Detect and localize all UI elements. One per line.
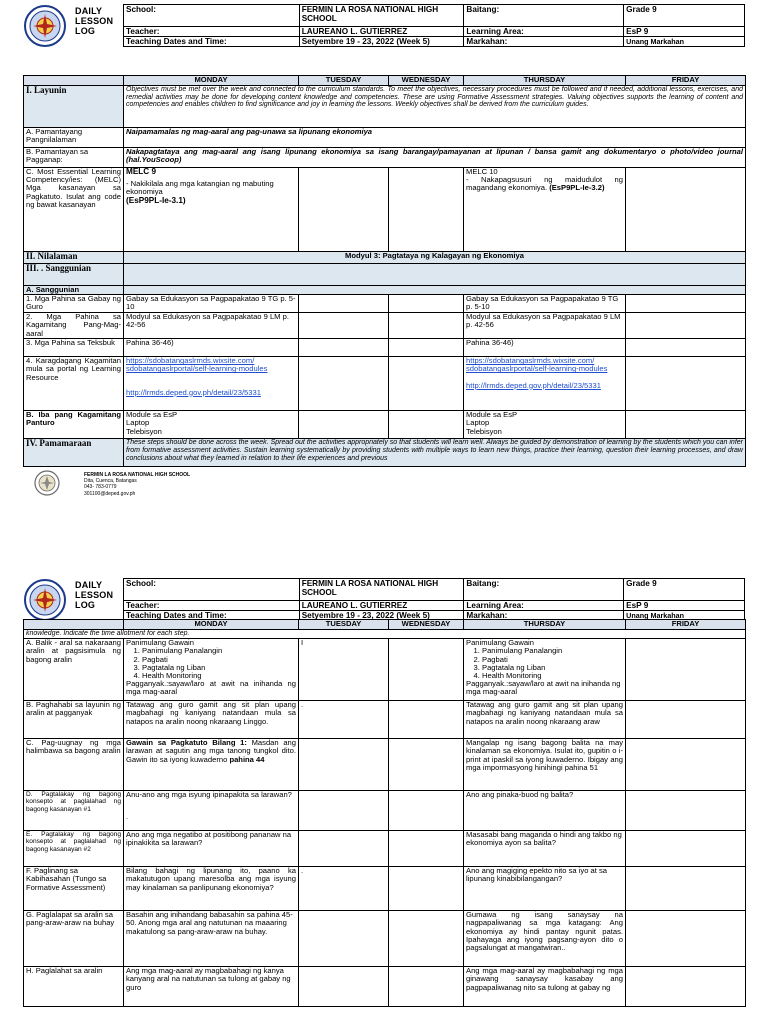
day-thursday: THURSDAY — [464, 76, 626, 86]
pamamaraan-row — [24, 439, 746, 467]
paghahabi-row: B. Paghahabi sa layunin ng aralin at pagganyak Tatawag ang guro gamit ang sit plan upang magbahagi ng kaniyang natandaan mula sa natapos na aralin noong nkaraang Linggo. . Tatawag ang guro gamit ang sit plan upang magbahagi ng kaniyang natandaan mula sa natapos na aralin noong nkaraang araw — [24, 701, 746, 739]
day-tuesday: TUESDAY — [299, 76, 389, 86]
material-module-thu: Module sa EsP — [466, 410, 518, 420]
school-value: FERMIN LA ROSA NATIONAL HIGH SCHOOL — [299, 5, 464, 27]
footer-phone: 043- 783-0779 — [84, 484, 117, 491]
continuation-text: knowledge. Indicate the time allotment for each step. — [24, 630, 746, 639]
pag-uugnay-label: C. Pag-uugnay ng mga halimbawa sa bagong aralin — [24, 739, 124, 791]
sanggunian-label: III. . Sanggunian — [24, 264, 124, 286]
area-label: Learning Area: — [464, 27, 624, 37]
slm-link-thursday[interactable]: sdobatangaslrportal/self-learning-modules — [466, 364, 608, 374]
pagtalakay-1-label: D. Pagtalakay ng bagong konsepto at paglalahad ng bagong kasanayan #1 — [24, 791, 124, 831]
continuation-row — [24, 630, 746, 639]
footer-address: Dita, Cuenca, Batangas — [84, 478, 137, 485]
pamantayang-pangnilalaman-label: A. Pamantayang Pangnilalaman — [24, 128, 124, 148]
dates-label: Teaching Dates and Time: — [124, 37, 300, 47]
quarter-label: Markahan: — [464, 37, 624, 47]
ref3-thursday: Pahina 36-46) — [464, 339, 626, 357]
ref2-label: 2. Mga Pahina sa Kagamitang Pang-Mag-aaral — [24, 313, 124, 339]
pamamaraan-text: These steps should be done across the week. Spread out the activities appropriately so that students will learn well. Always be guided by demonstration of learning by the students which you can infer from formative assessment activities. Sustain learning systematically by providing students with multiple ways to learn new things, practice their learning, question their learning processes, and draw conclusions about what they learned in relation to their life experiences and previous — [124, 439, 746, 467]
balik-aral-label: A. Balik - aral sa nakaraang aralin at pagsisimula ng bagong aralin — [24, 639, 124, 701]
page-gap — [0, 498, 768, 574]
day-wednesday: WEDNESDAY — [389, 76, 464, 86]
paglalapat-row: G. Paglalapat sa aralin sa pang-araw-araw na buhay Basahin ang inihandang babasahin sa pahina 45-50. Anong mga aral ang natutunan na maaaring makatulong sa pang-araw-araw na buhay. Gumawa ng isang sanaysay na nagpapaliwanag sa mga katagang: Ang ekonomiya ay hindi pantay ngunit patas. Ipahayaga ang iyong pagsang-ayon dito o pagsalungat at mangatwiran.. — [24, 911, 746, 967]
a-sanggunian-label: A. Sanggunian — [24, 286, 124, 295]
day-header-row-page-2: MONDAY TUESDAY WEDNESDAY THURSDAY FRIDAY — [24, 620, 746, 630]
melc10-title: MELC 10 — [466, 167, 498, 176]
material-tv-thu: Telebisyon — [466, 426, 502, 436]
ref1-monday: Gabay sa Edukasyon sa Pagpapakatao 9 TG p. 5-10 — [124, 295, 299, 313]
layunin-text: Objectives must be met over the week and connected to the curriculum standards. To meet the objectives, necessary procedures must be followed and if needed, additional lessons, exercises, and remedial activities may be done for developing content knowledge and competencies. These are using Formative Assessment strategies. Valuing objectives supports the learning of content and competencies and enables children to find significance and joy in learning the lessons. Weekly objectives shall be derived from the curriculum guides. — [124, 86, 746, 128]
ref2-thursday: Modyul sa Edukasyon sa Pagpapakatao 9 LM p. 42-56 — [464, 313, 626, 339]
deped-seal-icon — [23, 4, 67, 48]
pamantayan-pagganap-row — [24, 148, 746, 168]
melc9-code: (EsP9PL-Ie-3.1) — [126, 195, 186, 205]
ref3-monday: Pahina 36-46) — [124, 339, 299, 357]
footer-email: 301100@deped.gov.ph — [84, 490, 136, 497]
lr-portal-link-monday[interactable]: https://sdobatangaslrmds.wixsite.com/ — [126, 356, 255, 366]
school-seal-icon — [34, 470, 60, 496]
lrmds-link-thursday[interactable]: http://lrmds.deped.gov.ph/detail/23/5331 — [466, 380, 601, 390]
dates-value: Setyembre 19 - 23, 2022 (Week 5) — [299, 37, 464, 47]
document-title: DAILY LESSON LOG — [75, 6, 114, 36]
day-friday: FRIDAY — [626, 76, 746, 86]
ref3-label: 3. Mga Pahina sa Teksbuk — [24, 339, 124, 357]
footer — [34, 470, 334, 496]
pamantayang-pangnilalaman-text: Naipamamalas ng mag-aaral ang pag-unawa sa lipunang ekonomiya — [124, 128, 746, 148]
day-monday: MONDAY — [124, 76, 299, 86]
iba-pang-kagamitan-label: B. Iba pang Kagamitang Panturo — [24, 411, 124, 439]
iba-pang-kagamitan-row — [24, 411, 746, 439]
ref4-row — [24, 357, 746, 411]
ref2-monday: Modyul sa Edukasyon sa Pagpapakatao 9 LM p. 42-56 — [124, 313, 299, 339]
header-info-table-page-2: School: FERMIN LA ROSA NATIONAL HIGH SCHOOL Baitang: Grade 9 Teacher: LAUREANO L. GUTIERREZ Learning Area: EsP 9 Teaching Dates and Time: Setyembre 19 - 23, 2022 (Week 5) Markahan: Unang Markahan — [123, 578, 745, 621]
paglalapat-label: G. Paglalapat sa aralin sa pang-araw-araw na buhay — [24, 911, 124, 967]
melc10-text: - Nakapagsusuri ng maidudulot ng magandang ekonomiya. — [466, 175, 623, 193]
document-title-page-2: DAILY LESSON LOG — [75, 580, 114, 610]
nilalaman-label: II. Nilalaman — [24, 252, 124, 264]
material-tv: Telebisyon — [126, 426, 162, 436]
ref2-row — [24, 313, 746, 339]
ref4-label: 4. Karagdagang Kagamitan mula sa portal ng Learning Resource — [24, 357, 124, 411]
deped-seal-icon-page-2 — [23, 578, 67, 622]
quarter-value: Unang Markahan — [624, 37, 745, 47]
layunin-label: I. Layunin — [24, 86, 124, 128]
pagtalakay-2-row: E. Pagtalakay ng bagong konsepto at paglalahad ng bagong kasanayan #2 Ano ang mga negatibo at positibong pananaw na ipinakikita sa larawan? Masasabi bang maganda o hindi ang takbo ng ekonomiya ayon sa balita? — [24, 831, 746, 867]
footer-school-name: FERMIN LA ROSA NATIONAL HIGH SCHOOL — [84, 472, 191, 478]
day-header-row — [24, 76, 746, 86]
nilalaman-row — [24, 252, 746, 264]
balik-aral-row: A. Balik - aral sa nakaraang aralin at pagsisimula ng bagong aralin Panimulang Gawain 1. Panimulang Panalangin 2. Pagbati 3. Pagtatala ng Liban 4. Health Monitoring Pagganyak.:sayaw/laro at awit na inihanda ng mga mag-aaral I Panimulang Gawain 1. Panimulang Panalangin 2. Pagbati 3. Pagtatala ng Liban 4. Health Monitoring Pagganyak.:sayaw/laro at awit na inihanda ng mga mag-aaral — [24, 639, 746, 701]
material-laptop-thu: Laptop — [466, 418, 490, 428]
lesson-table-page-1 — [23, 75, 746, 467]
paglalahat-label: H. Paglalahat sa aralin — [24, 967, 124, 1007]
slm-link-monday[interactable]: sdobatangaslrportal/self-learning-modules — [126, 364, 268, 374]
material-laptop: Laptop — [126, 418, 150, 428]
ref1-row — [24, 295, 746, 313]
pagtalakay-1-row: D. Pagtalakay ng bagong konsepto at paglalahad ng bagong kasanayan #1 Anu-ano ang mga isyung ipinapakita sa larawan? . Ano ang pinaka-buod ng balita? — [24, 791, 746, 831]
pamantayan-pagganap-text: Nakapagtataya ang mag-aaral ang isang lipunang ekonomiya sa isang barangay/pamayanan at lipunan / bansa gamit ang dokumentaryo o photo/video journal (hal.YouScoop) — [124, 148, 746, 168]
nilalaman-text: Modyul 3: Pagtataya ng Kalagayan ng Ekonomiya — [124, 252, 746, 264]
melc-label: C. Most Essential Learning Competency/ies: (MELC) Mga kasanayan sa Pagkatuto. Isulat ang code ng bawat kasanayan — [24, 168, 124, 252]
teacher-label: Teacher: — [124, 27, 300, 37]
paglinang-label: F. Paglinang sa Kabihasahan (Tungo sa Formative Assessment) — [24, 867, 124, 911]
lrmds-link-monday[interactable]: http://lrmds.deped.gov.ph/detail/23/5331 — [126, 387, 261, 397]
ref1-thursday: Gabay sa Edukasyon sa Pagpapakatao 9 TG p. 5-10 — [464, 295, 626, 313]
ref3-row — [24, 339, 746, 357]
pag-uugnay-row: C. Pag-uugnay ng mga halimbawa sa bagong aralin Gawain sa Pagkatuto Bilang 1: Masdan ang larawan at sagutin ang mga tanong tungkol dito. Gawin ito sa iyong kuwaderno pahina 44 Mangalap ng isang bagong balita na may kinalaman sa ekonomiya. Isulat ito, gupitin o i-print at ipaskil sa iyong kuwaderno. Ibigay ang mga impormasyong hinihingi pahina 51 — [24, 739, 746, 791]
melc9-text: - Nakikilala ang mga katangian ng mabuting ekonomiya — [126, 179, 274, 197]
page-1 — [0, 0, 768, 498]
teacher-value: LAUREANO L. GUTIERREZ — [299, 27, 464, 37]
melc9-cell — [124, 168, 299, 252]
melc10-cell — [464, 168, 626, 252]
pamantayang-pangnilalaman-row — [24, 128, 746, 148]
paglalahat-row: H. Paglalahat sa aralin Ang mga mag-aaral ay magbabahagi ng kanya kanyang aral na natutunan sa tulong at gabay ng guro Ang mga mag-aaral ay magbabahagi ng mga ginawang sanaysay kasabay ang pagpapaliwanag nito sa tulong at gabay ng — [24, 967, 746, 1007]
melc-row — [24, 168, 746, 252]
pagtalakay-2-label: E. Pagtalakay ng bagong konsepto at paglalahad ng bagong kasanayan #2 — [24, 831, 124, 867]
school-label: School: — [124, 5, 300, 27]
a-sanggunian-row — [24, 286, 746, 295]
lesson-table-page-2 — [23, 619, 746, 1007]
material-module: Module sa EsP — [126, 410, 178, 420]
sanggunian-header-row — [24, 264, 746, 286]
paghahabi-label: B. Paghahabi sa layunin ng aralin at pagganyak — [24, 701, 124, 739]
header-info-table — [123, 4, 745, 47]
pamantayan-pagganap-label: B. Pamantayan sa Pagganap: — [24, 148, 124, 168]
lr-portal-link-thursday[interactable]: https://sdobatangaslrmds.wixsite.com/ — [466, 356, 595, 366]
area-value: EsP 9 — [624, 27, 745, 37]
grade-label: Baitang: — [464, 5, 624, 27]
melc10-code: (EsP9PL-Ie-3.2) — [549, 183, 605, 193]
paglinang-row: F. Paglinang sa Kabihasahan (Tungo sa Formative Assessment) Bilang bahagi ng lipunang ito, paano ka makatutugon upang maresolba ang mga isyung may kinalaman sa panlipunang ekonomiya? . Ano ang magiging epekto nito sa iyo at sa lipunang kinabibilangangan? — [24, 867, 746, 911]
melc9-title: MELC 9 — [126, 167, 157, 176]
grade-value: Grade 9 — [624, 5, 745, 27]
page-2 — [0, 574, 768, 1024]
layunin-row — [24, 86, 746, 128]
opening-activities-list: 1. Panimulang Panalangin 2. Pagbati 3. Pagtatala ng Liban 4. Health Monitoring — [142, 647, 296, 680]
ref1-label: 1. Mga Pahina sa Gabay ng Guro — [24, 295, 124, 313]
pamamaraan-label: IV. Pamamaraan — [24, 439, 124, 467]
